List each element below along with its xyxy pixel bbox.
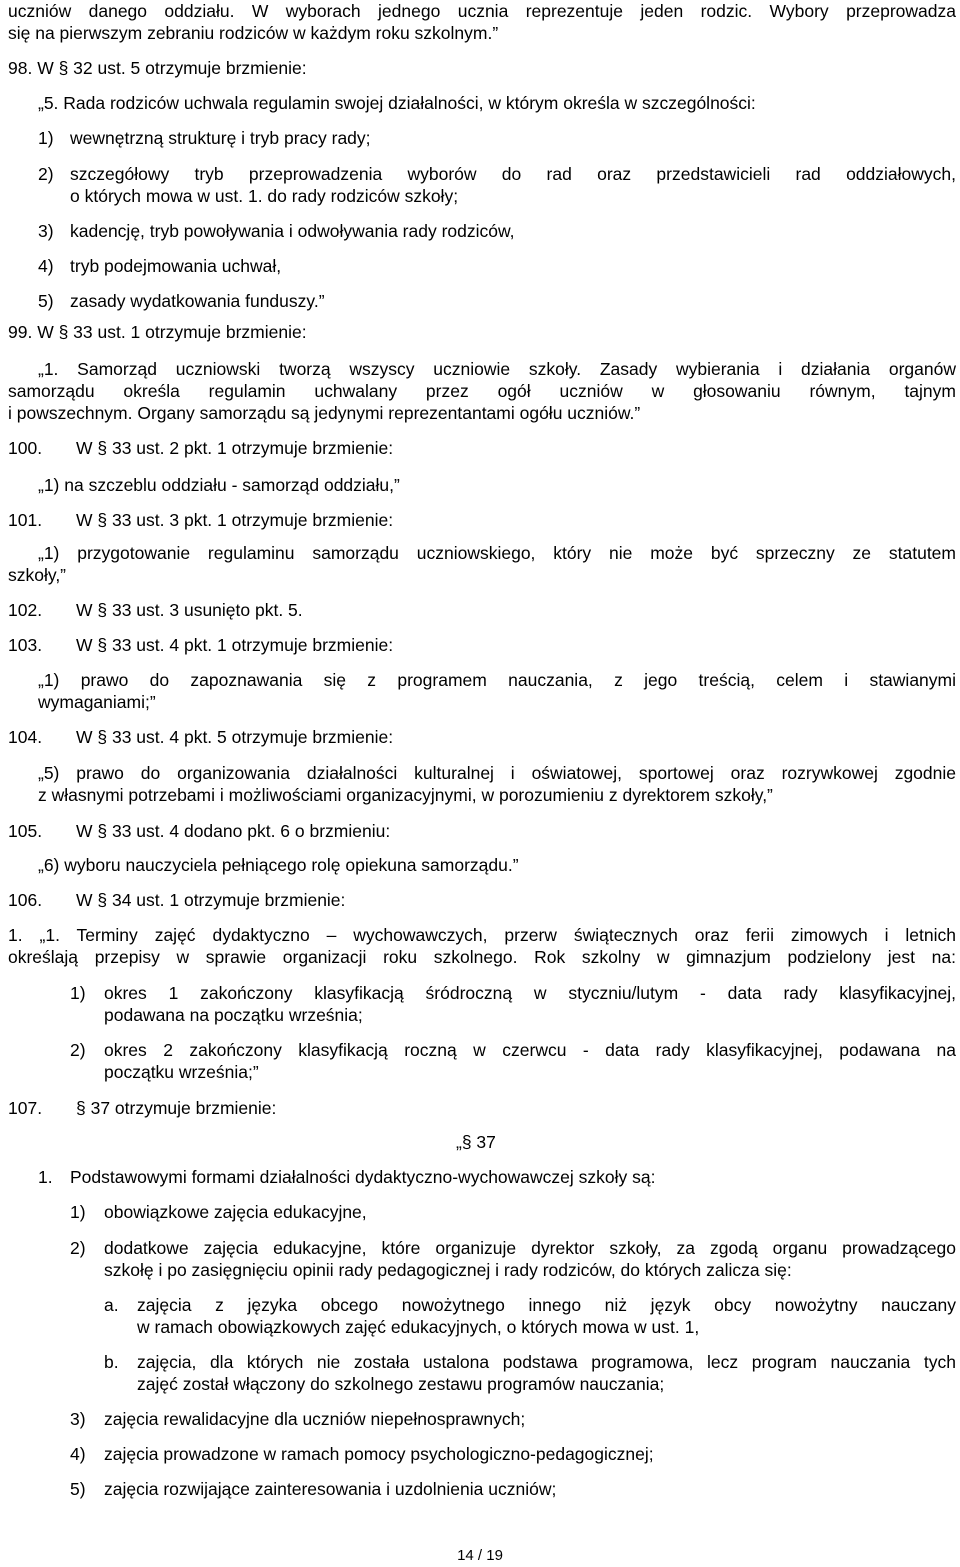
list-number: 2) [70, 1238, 86, 1258]
list-letter: b. [104, 1352, 119, 1372]
section-number: 104. [8, 727, 43, 747]
list-letter: a. [104, 1295, 119, 1315]
text-line: „1) przygotowanie regulaminu samorządu uczniowskiego, który nie może być sprzeczny ze statutem [38, 543, 956, 563]
text-line: samorządu określa regulamin uchwalany przez ogół uczniów w głosowaniu równym, tajnym [8, 381, 956, 401]
section-heading: W § 34 ust. 1 otrzymuje brzmienie: [76, 890, 346, 910]
section-heading: § 37 otrzymuje brzmienie: [76, 1098, 277, 1118]
text-line: „1) na szczeblu oddziału - samorząd oddziału,” [38, 475, 400, 495]
text-line: się na pierwszym zebraniu rodziców w każdym roku szkolnym.” [8, 23, 499, 43]
text-line: wymaganiami;” [38, 692, 156, 712]
list-number: 2) [70, 1040, 86, 1060]
section-number: 105. [8, 821, 43, 841]
text-line: określają przepisy w sprawie organizacji roku szkolnego. Rok szkolny w gimnazjum podzielony jest na: [8, 947, 956, 967]
text-line: szkoły,” [8, 565, 67, 585]
section-heading: W § 33 ust. 2 pkt. 1 otrzymuje brzmienie: [76, 438, 394, 458]
list-item: wewnętrzną strukturę i tryb pracy rady; [70, 128, 371, 148]
list-item: zajęcia rewalidacyjne dla uczniów niepełnosprawnych; [104, 1409, 526, 1429]
list-number: 5) [70, 1479, 86, 1499]
list-number: 1) [38, 128, 54, 148]
list-item: okres 1 zakończony klasyfikacją śródroczną w styczniu/lutym - data rady klasyfikacyjnej, [104, 983, 956, 1003]
list-item: tryb podejmowania uchwał, [70, 256, 282, 276]
list-number: 5) [38, 291, 54, 311]
section-heading: W § 33 ust. 4 pkt. 5 otrzymuje brzmienie: [76, 727, 394, 747]
list-number: 3) [38, 221, 54, 241]
section-heading: W § 33 ust. 4 dodano pkt. 6 o brzmieniu: [76, 821, 391, 841]
list-item: zajęć został włączony do szkolnego zestawu programów nauczania; [137, 1374, 665, 1394]
list-number: 2) [38, 164, 54, 184]
list-item: zajęcia z języka obcego nowożytnego innego niż język obcy nowożytny nauczany [137, 1295, 956, 1315]
paragraph-symbol-heading: „§ 37 [456, 1132, 496, 1152]
list-item: szczegółowy tryb przeprowadzenia wyborów do rad oraz przedstawicieli rad oddziałowych, [70, 164, 956, 184]
list-item: obowiązkowe zajęcia edukacyjne, [104, 1202, 367, 1222]
list-number: 4) [38, 256, 54, 276]
section-heading: 99. W § 33 ust. 1 otrzymuje brzmienie: [8, 322, 307, 342]
section-number: 100. [8, 438, 43, 458]
section-number: 102. [8, 600, 43, 620]
text-line: „1. Samorząd uczniowski tworzą wszyscy uczniowie szkoły. Zasady wybierania i działania organów [38, 359, 956, 379]
section-number: 101. [8, 510, 43, 530]
list-item: o których mowa w ust. 1. do rady rodziców szkoły; [70, 186, 459, 206]
text-line: uczniów danego oddziału. W wyborach jednego ucznia reprezentuje jeden rodzic. Wybory przeprowadza [8, 1, 956, 21]
list-item: zasady wydatkowania funduszy.” [70, 291, 325, 311]
text-line: i powszechnym. Organy samorządu są jedynymi reprezentantami ogółu uczniów.” [8, 403, 641, 423]
text-line: „5. Rada rodziców uchwala regulamin swojej działalności, w którym określa w szczególności: [38, 93, 756, 113]
list-number: 1) [70, 983, 86, 1003]
list-number: 1) [70, 1202, 86, 1222]
list-item: okres 2 zakończony klasyfikacją roczną w czerwcu - data rady klasyfikacyjnej, podawana na [104, 1040, 956, 1060]
list-item: kadencję, tryb powoływania i odwoływania rady rodziców, [70, 221, 515, 241]
section-heading: 98. W § 32 ust. 5 otrzymuje brzmienie: [8, 58, 307, 78]
list-item: zajęcia rozwijające zainteresowania i uzdolnienia uczniów; [104, 1479, 557, 1499]
list-item: początku września;” [104, 1062, 259, 1082]
text-line: „5) prawo do organizowania działalności kulturalnej i oświatowej, sportowej oraz rozrywkowej zgodnie [38, 763, 956, 783]
text-line: „1) prawo do zapoznawania się z programem nauczania, z jego treścią, celem i stawianymi [38, 670, 956, 690]
text-line: „6) wyboru nauczyciela pełniącego rolę opiekuna samorządu.” [38, 855, 519, 875]
list-item: w ramach obowiązkowych zajęć edukacyjnych, o których mowa w ust. 1, [137, 1317, 700, 1337]
list-item: szkołę i po zasięgnięciu opinii rady pedagogicznej i rady rodziców, do których zalicza się: [104, 1260, 792, 1280]
section-heading: W § 33 ust. 3 pkt. 1 otrzymuje brzmienie: [76, 510, 394, 530]
text-line: z własnymi potrzebami i możliwościami organizacyjnymi, w porozumieniu z dyrektorem szkoły,” [38, 785, 773, 805]
section-number: 103. [8, 635, 43, 655]
section-number: 107. [8, 1098, 43, 1118]
list-number: 3) [70, 1409, 86, 1429]
text-line: 1. „1. Terminy zajęć dydaktyczno – wychowawczych, przerw świątecznych oraz ferii zimowych i letnich [8, 925, 956, 945]
list-item: dodatkowe zajęcia edukacyjne, które organizuje dyrektor szkoły, za zgodą organu prowadzącego [104, 1238, 956, 1258]
list-item: podawana na początku września; [104, 1005, 363, 1025]
list-number: 4) [70, 1444, 86, 1464]
section-heading: W § 33 ust. 4 pkt. 1 otrzymuje brzmienie: [76, 635, 394, 655]
list-item: zajęcia prowadzone w ramach pomocy psychologiczno-pedagogicznej; [104, 1444, 654, 1464]
section-number: 106. [8, 890, 43, 910]
list-item: Podstawowymi formami działalności dydaktyczno-wychowawczej szkoły są: [70, 1167, 656, 1187]
page-number: 14 / 19 [457, 1547, 503, 1564]
list-number: 1. [38, 1167, 53, 1187]
section-heading: W § 33 ust. 3 usunięto pkt. 5. [76, 600, 303, 620]
list-item: zajęcia, dla których nie została ustalona podstawa programowa, lecz program nauczania tych [137, 1352, 956, 1372]
